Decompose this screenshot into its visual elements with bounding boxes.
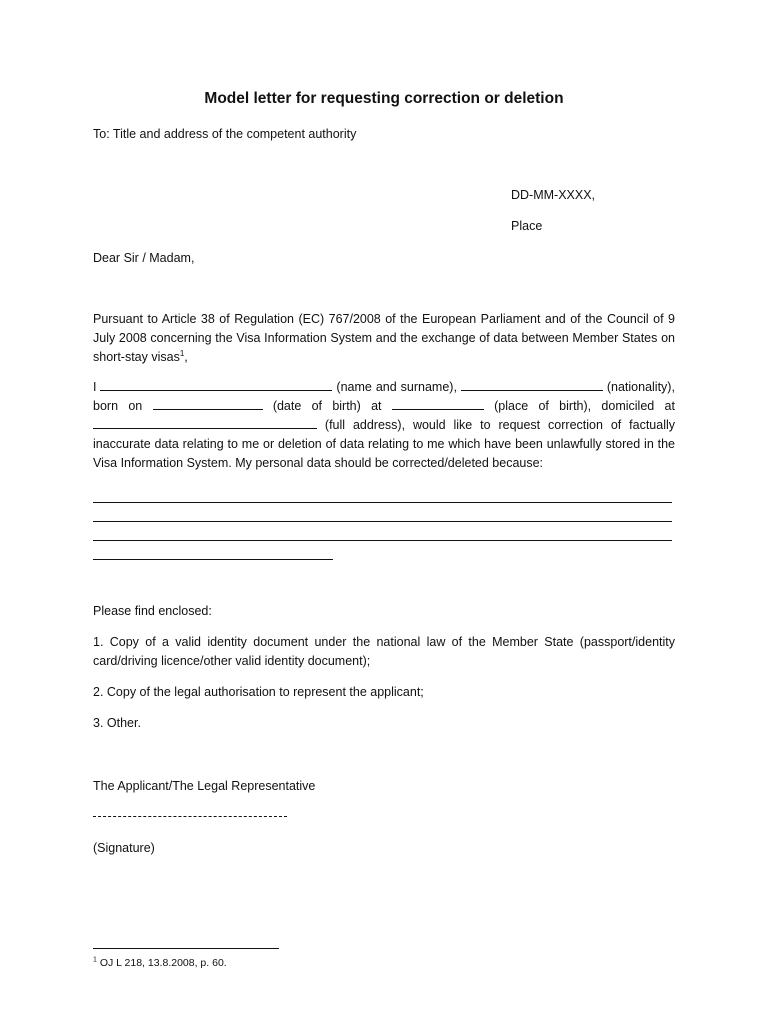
- signature-label: (Signature): [93, 841, 155, 855]
- enclosure-item: 3. Other.: [93, 716, 141, 730]
- reason-blank-line[interactable]: [93, 522, 672, 541]
- legal-basis-text: Pursuant to Article 38 of Regulation (EC) 767/2008 of the European Parliament and of the Council of 9 July 2008 concerning the Visa Information System and the exchange of data between Member States on short-stay visas: [93, 312, 675, 364]
- footnote-text: OJ L 218, 13.8.2008, p. 60.: [96, 957, 227, 969]
- footnote: [93, 955, 227, 971]
- applicant-label: The Applicant/The Legal Representative: [93, 779, 316, 793]
- address-blank-field[interactable]: [93, 416, 317, 429]
- nationality-label: (nationality),: [606, 380, 675, 394]
- date-of-birth-label: (date of birth) at: [272, 399, 382, 413]
- date-of-birth-blank-field[interactable]: [153, 397, 263, 410]
- request-paragraph: [93, 378, 675, 473]
- letter-page: [93, 0, 675, 1024]
- footnote-reference: 1: [179, 348, 185, 358]
- recipient-line: To: Title and address of the competent authority: [93, 127, 357, 141]
- enclosed-heading: Please find enclosed:: [93, 604, 212, 618]
- place-of-birth-label: (place of birth), domiciled at: [494, 399, 675, 413]
- name-label: (name and surname),: [336, 380, 457, 394]
- name-blank-field[interactable]: [100, 378, 332, 391]
- nationality-blank-field[interactable]: [461, 378, 603, 391]
- legal-basis-end: ,: [184, 350, 188, 364]
- enclosure-item: 2. Copy of the legal authorisation to represent the applicant;: [93, 685, 424, 699]
- reason-blank-line[interactable]: [93, 503, 672, 522]
- place-of-birth-blank-field[interactable]: [392, 397, 484, 410]
- reason-blank-line[interactable]: [93, 484, 672, 503]
- letter-title: Model letter for requesting correction or deletion: [204, 90, 564, 107]
- place-placeholder: Place: [511, 219, 543, 233]
- salutation: Dear Sir / Madam,: [93, 251, 195, 265]
- footnote-separator: [93, 948, 279, 949]
- footnote-marker: 1: [93, 956, 97, 964]
- born-on-label: born on: [93, 399, 143, 413]
- signature-dashed-line[interactable]: [93, 816, 287, 817]
- reason-blank-line[interactable]: [93, 541, 333, 560]
- request-i-label: I: [93, 380, 97, 394]
- date-placeholder: DD-MM-XXXX,: [511, 188, 596, 202]
- reason-lines: [93, 484, 675, 560]
- enclosure-item: 1. Copy of a valid identity document under the national law of the Member State (passport/identity card/driving licence/other valid identity document);: [93, 635, 675, 668]
- address-and-request-text: (full address), would like to request correction of factually inaccurate data relating to me or deletion of data relating to me which have been unlawfully stored in the Visa Information System. My personal data should be corrected/deleted because:: [93, 418, 675, 470]
- legal-basis-paragraph: [93, 310, 675, 367]
